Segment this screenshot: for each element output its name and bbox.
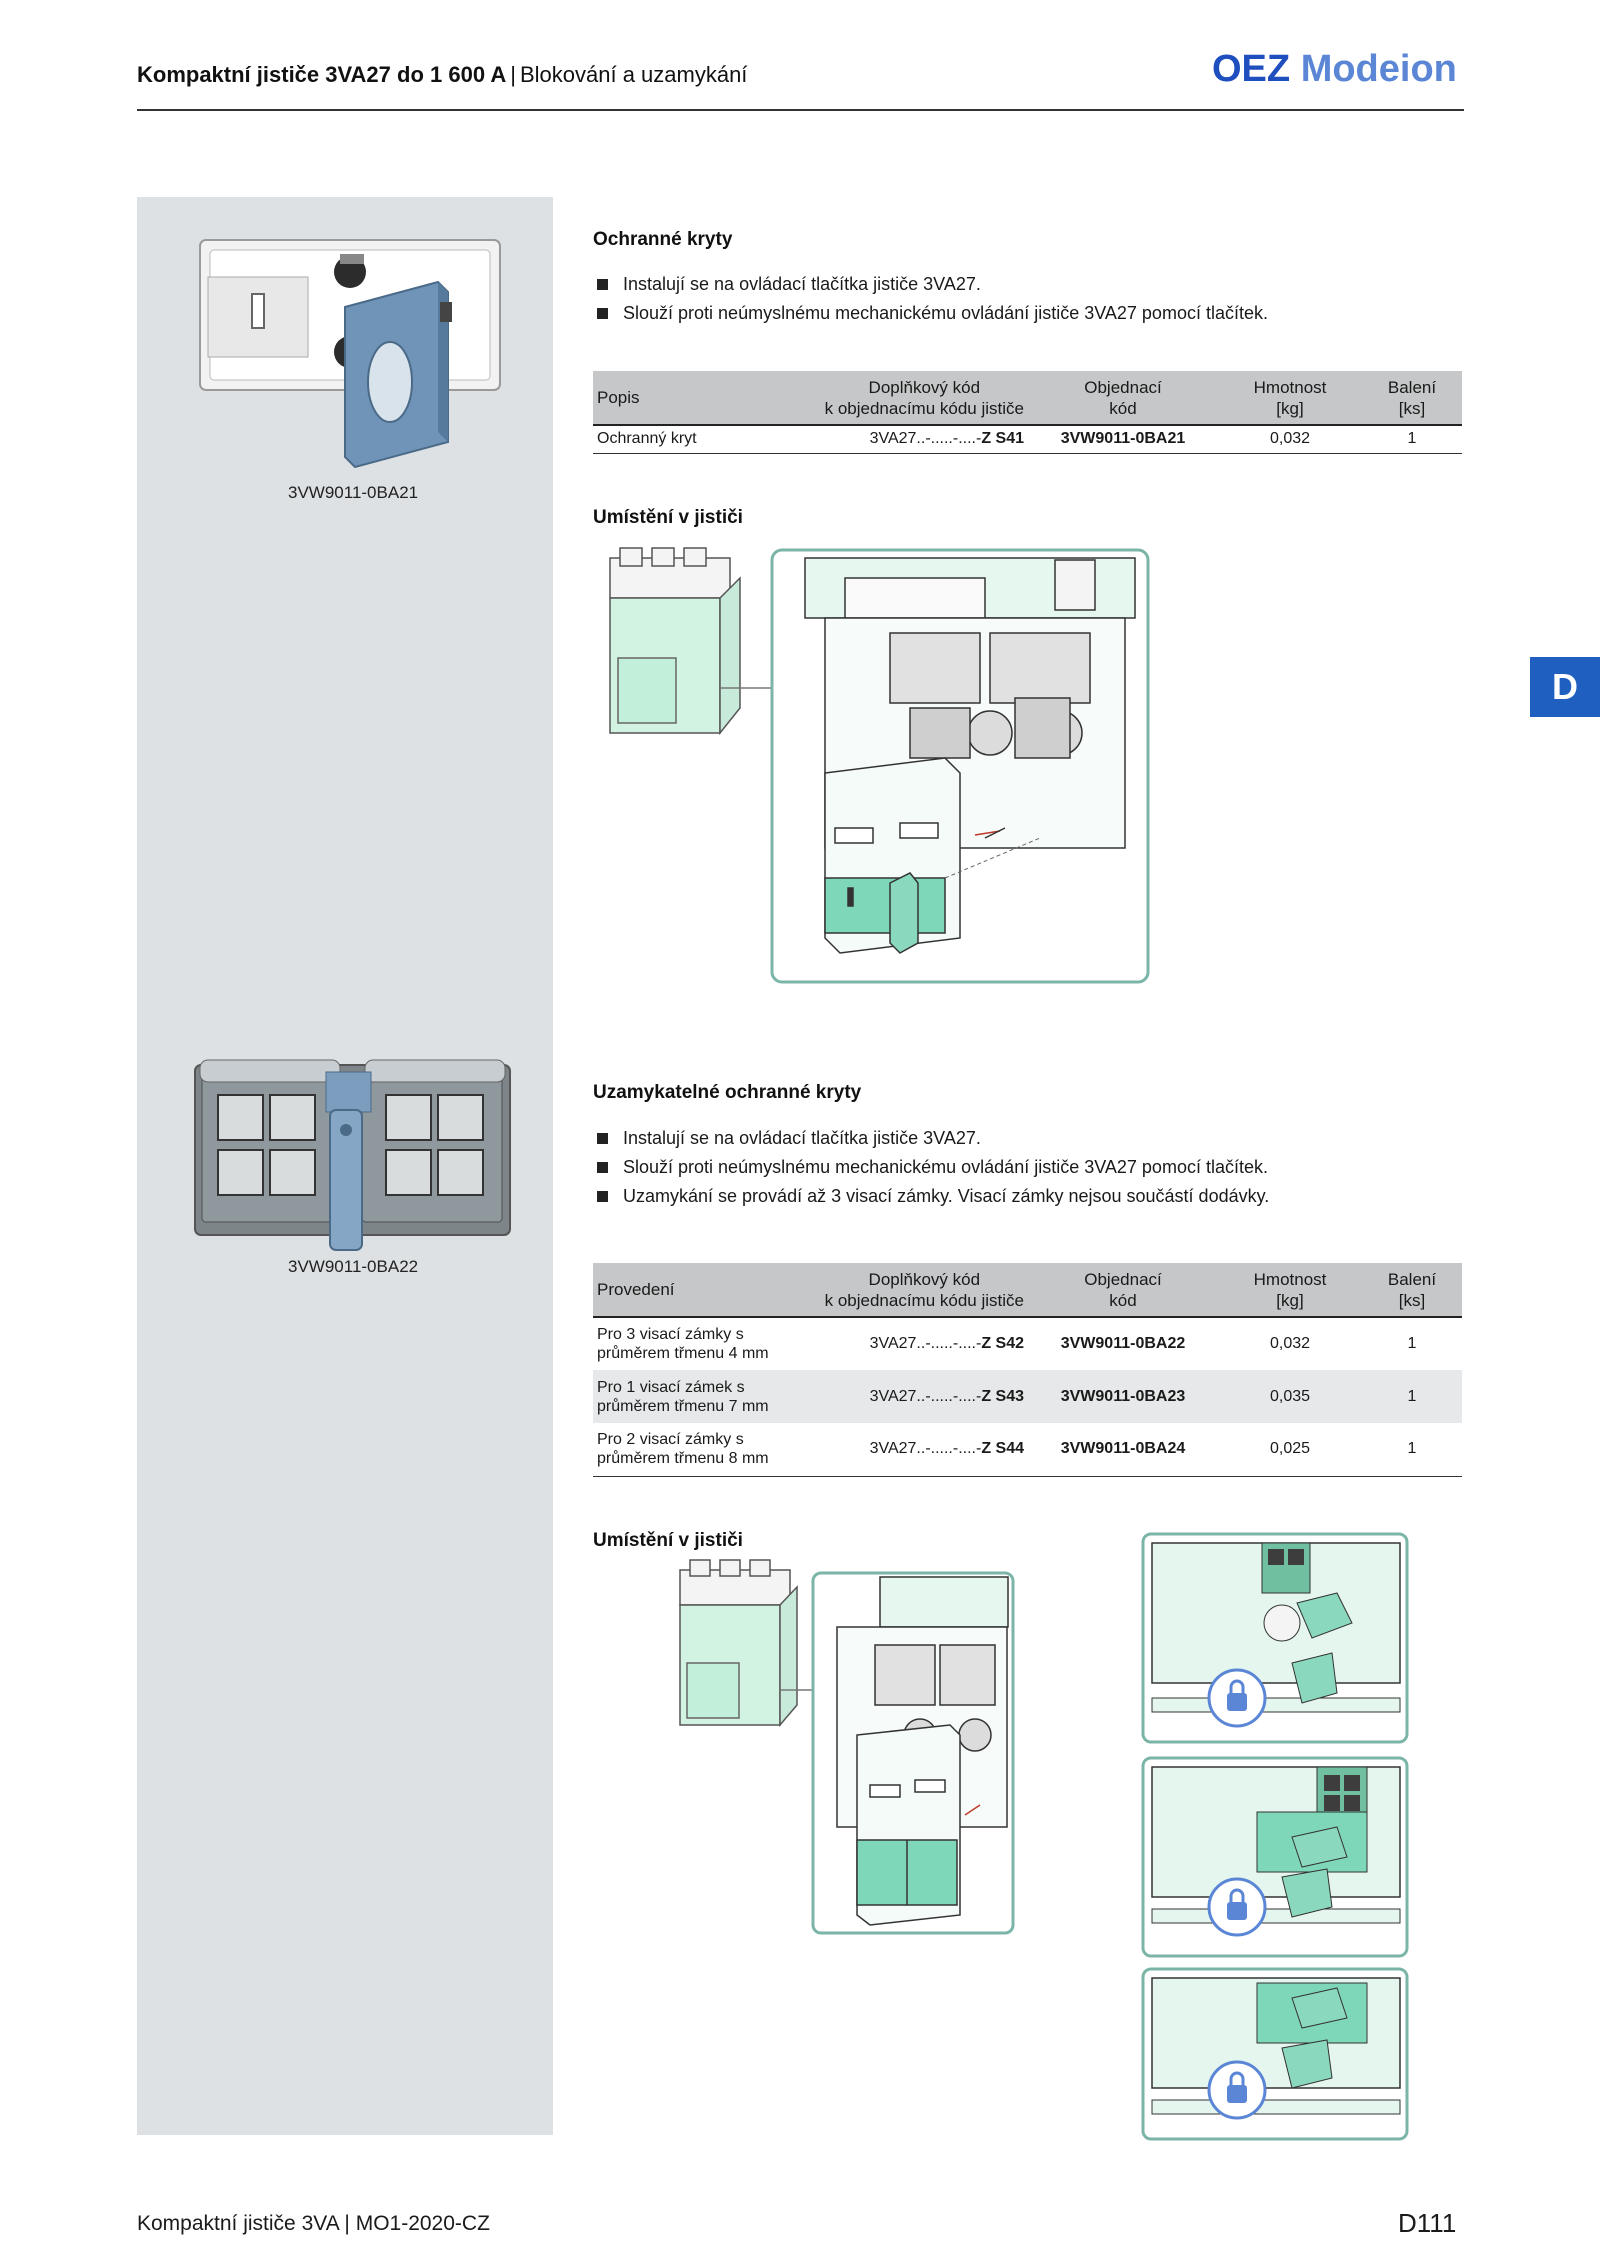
placement-diagram-2 xyxy=(675,1535,1015,1945)
row-description: Ochranný kryt xyxy=(593,425,793,453)
placement-diagram-1 xyxy=(590,548,1150,988)
table-row xyxy=(593,425,1462,453)
code-prefix: 3VA27..-.....-....- xyxy=(869,1387,982,1405)
row-order-code: 3VW9011-0BA23 xyxy=(1028,1370,1218,1423)
row-order-code: 3VW9011-0BA24 xyxy=(1028,1423,1218,1476)
oez-modeion-logo xyxy=(1212,48,1457,91)
section1-bullet: Instalují se na ovládací tlačítka jističe 3VA27. xyxy=(593,270,1268,299)
padlock-detail-panel-2 xyxy=(1142,1757,1408,1957)
header-line: Doplňkový kód k objednacímu kódu jističe xyxy=(824,377,1024,418)
header-line: Objednací kód xyxy=(1084,377,1162,418)
padlock-detail-panel-3 xyxy=(1142,1968,1408,2140)
header-title-rest: Blokování a uzamykání xyxy=(519,62,748,87)
row-supplementary-code xyxy=(793,1317,1028,1370)
lockable-cover-product-image xyxy=(190,1050,520,1260)
table-header-cell xyxy=(1028,1263,1218,1317)
image-caption-1: 3VW9011-0BA21 xyxy=(288,483,419,502)
table-header-cell xyxy=(793,371,1028,425)
section1-bullet: Slouží proti neúmyslnému mechanickému ovládání jističe 3VA27 pomocí tlačítek. xyxy=(593,299,1268,328)
section1-bullet-list xyxy=(593,270,1268,328)
logo-oez: OEZ xyxy=(1212,48,1291,90)
row-order-code: 3VW9011-0BA21 xyxy=(1028,425,1218,453)
row-weight: 0,025 xyxy=(1218,1423,1362,1476)
logo-modeion: Modeion xyxy=(1300,48,1457,90)
section2-bullet: Instalují se na ovládací tlačítka jističe 3VA27. xyxy=(593,1124,1269,1153)
code-prefix: 3VA27..-.....-....- xyxy=(869,1440,982,1458)
table-header-cell xyxy=(1218,371,1362,425)
header-line: Doplňkový kód k objednacímu kódu jističe xyxy=(824,1269,1024,1310)
table-header-cell xyxy=(1362,1263,1462,1317)
table-header-cell: Provedení xyxy=(593,1263,793,1317)
code-suffix: Z S44 xyxy=(981,1440,1024,1458)
section1-placement-heading: Umístění v jističi xyxy=(593,507,743,528)
footer-left-part1: Kompaktní jističe 3VA xyxy=(137,2212,339,2235)
row-package: 1 xyxy=(1362,1370,1462,1423)
header-divider xyxy=(137,109,1464,111)
row-package: 1 xyxy=(1407,1335,1417,1352)
protective-cover-product-image xyxy=(190,232,520,477)
page-header-title xyxy=(137,62,747,88)
row-description: Pro 3 visací zámky s průměrem třmenu 4 mm xyxy=(597,1326,769,1362)
header-title-bold: Kompaktní jističe 3VA27 do 1 600 A xyxy=(137,62,507,87)
section1-heading: Ochranné kryty xyxy=(593,229,733,250)
table-header-cell xyxy=(1218,1263,1362,1317)
footer-left-part2: MO1-2020-CZ xyxy=(355,2212,490,2235)
padlock-detail-panel-1 xyxy=(1142,1533,1408,1743)
section2-bullet-list xyxy=(593,1124,1269,1211)
header-line: Objednací kód xyxy=(1084,1269,1162,1310)
table-header-cell xyxy=(1028,371,1218,425)
table-row xyxy=(593,1370,1462,1423)
row-package: 1 xyxy=(1362,425,1462,453)
header-line: Hmotnost [kg] xyxy=(1253,1269,1327,1310)
row-supplementary-code xyxy=(793,1423,1028,1476)
row-supplementary-code xyxy=(793,425,1028,453)
table-header-cell: Popis xyxy=(593,371,793,425)
footer-separator: | xyxy=(344,2212,350,2235)
header-line: Hmotnost [kg] xyxy=(1253,377,1327,418)
header-line: Balení [ks] xyxy=(1387,377,1437,418)
header-separator: | xyxy=(510,62,516,87)
header-line: Balení [ks] xyxy=(1387,1269,1437,1310)
row-weight: 0,032 xyxy=(1218,425,1362,453)
section1-spec-table xyxy=(593,371,1462,454)
row-supplementary-code xyxy=(793,1370,1028,1423)
image-caption-2: 3VW9011-0BA22 xyxy=(288,1257,419,1276)
section2-placement-heading: Umístění v jističi xyxy=(593,1530,743,1551)
code-suffix: Z S41 xyxy=(981,430,1024,448)
row-description: Pro 2 visací zámky s průměrem třmenu 8 mm xyxy=(593,1423,793,1476)
page-number: D111 xyxy=(1398,2208,1457,2238)
row-description: Pro 1 visací zámek s průměrem třmenu 7 mm xyxy=(593,1370,793,1423)
code-suffix: Z S42 xyxy=(981,1335,1024,1352)
code-prefix: 3VA27..-.....-....- xyxy=(869,430,982,448)
table-header-cell xyxy=(1362,371,1462,425)
row-weight: 0,032 xyxy=(1269,1335,1311,1352)
row-order-code: 3VW9011-0BA22 xyxy=(1060,1335,1186,1352)
row-weight: 0,035 xyxy=(1218,1370,1362,1423)
footer-catalog-label xyxy=(137,2212,490,2236)
table-row xyxy=(593,1423,1462,1476)
code-suffix: Z S43 xyxy=(981,1387,1024,1405)
section2-spec-table xyxy=(593,1263,1462,1477)
table-row xyxy=(593,1317,1462,1370)
section2-bullet: Uzamykání se provádí až 3 visací zámky. Visací zámky nejsou součástí dodávky. xyxy=(593,1182,1269,1211)
table-header-cell xyxy=(793,1263,1028,1317)
code-prefix: 3VA27..-.....-....- xyxy=(869,1335,982,1352)
row-package: 1 xyxy=(1362,1423,1462,1476)
section2-bullet: Slouží proti neúmyslnému mechanickému ovládání jističe 3VA27 pomocí tlačítek. xyxy=(593,1153,1269,1182)
section2-heading: Uzamykatelné ochranné kryty xyxy=(593,1082,862,1103)
chapter-tab-d: D xyxy=(1530,657,1600,717)
